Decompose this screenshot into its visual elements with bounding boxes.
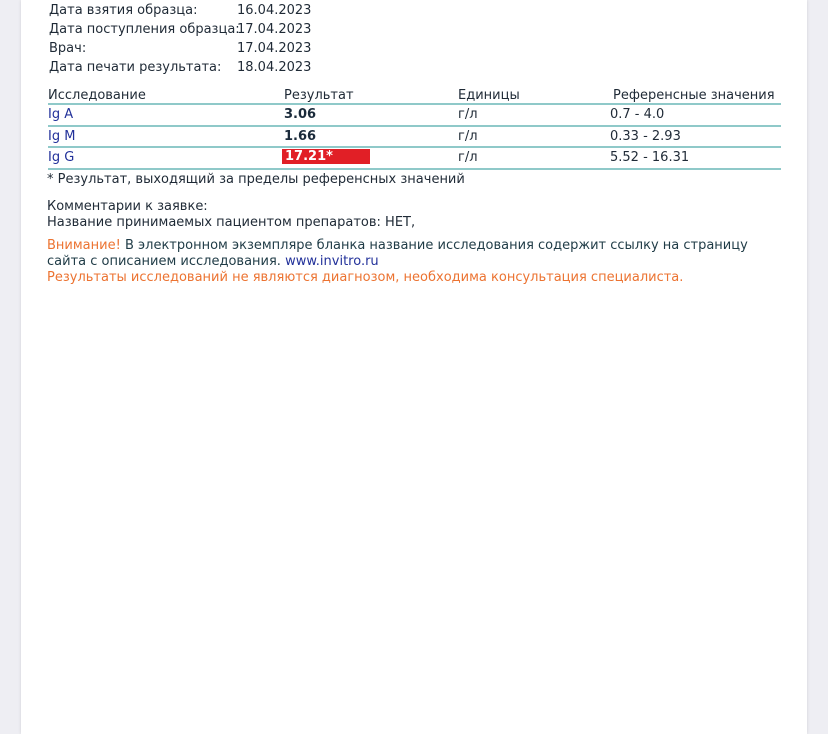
disclaimer: Результаты исследований не являются диагнозом, необходима консультация специалиста. [47,270,684,285]
warning-text: В электронном экземпляре бланка название исследования содержит ссылку на страницу сайта с описанием исследования. [47,238,748,269]
warning-label: Внимание! [47,238,121,253]
meta-value: 17.04.2023 [237,41,312,56]
test-name-link[interactable]: Ig M [48,128,76,144]
test-name-link[interactable]: Ig G [48,150,75,165]
meta-value: 17.04.2023 [237,22,312,37]
footnote: * Результат, выходящий за пределы референсных значений [47,172,465,187]
header-reference: Референсные значения [613,88,775,103]
units: г/л [458,128,478,144]
units: г/л [458,150,478,165]
header-result: Результат [284,88,354,103]
result-cell-flagged [284,148,370,165]
header-units: Единицы [458,88,520,103]
reference-range: 0.7 - 4.0 [610,107,665,122]
meta-label: Дата поступления образца: [49,22,240,37]
meta-sample-date [49,3,311,19]
meta-label: Дата печати результата: [49,60,222,75]
meta-label: Дата взятия образца: [49,3,198,18]
result-document [21,0,807,734]
result-value: 1.66 [284,128,317,144]
result-value-flagged: 17.21* [282,149,370,164]
table-row [48,105,781,127]
warning-block [47,238,787,286]
table-row [48,148,781,170]
reference-range: 5.52 - 16.31 [610,150,690,165]
meta-label: Врач: [49,41,87,56]
comments-text: Название принимаемых пациентом препаратов: НЕТ, [47,215,416,230]
comments-title: Комментарии к заявке: [47,199,208,214]
result-value: 3.06 [284,107,317,122]
results-table [48,86,781,170]
meta-received-date [49,22,311,38]
meta-value: 16.04.2023 [237,3,312,18]
invitro-link[interactable]: www.invitro.ru [285,254,379,269]
meta-doctor [49,41,311,57]
meta-value: 18.04.2023 [237,60,312,75]
meta-print-date [49,60,311,76]
units: г/л [458,107,478,122]
header-test: Исследование [48,88,146,103]
table-header [48,86,781,105]
reference-range: 0.33 - 2.93 [610,128,681,144]
test-name-link[interactable]: Ig A [48,107,74,122]
table-row [48,127,781,149]
